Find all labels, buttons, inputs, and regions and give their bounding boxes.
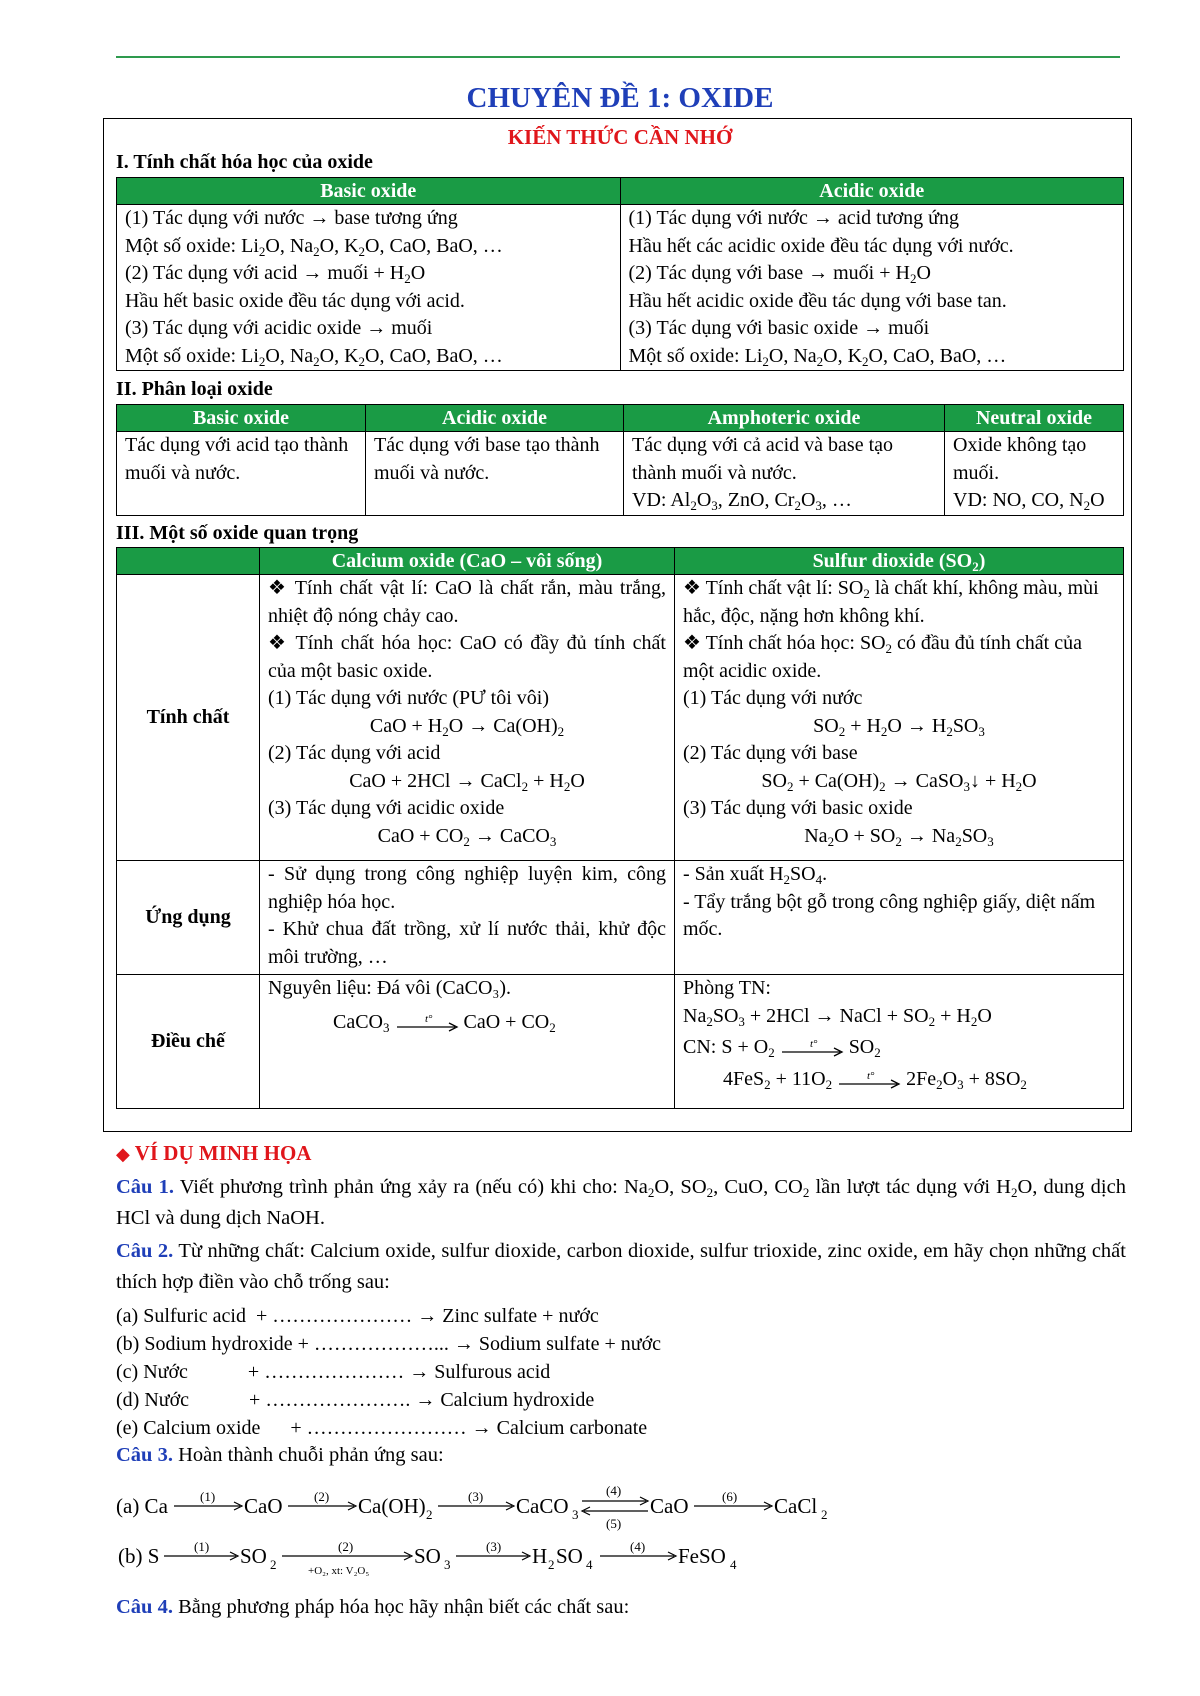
so2-industry-1: CN: $S + O_2$ t° $SO_2$ bbox=[683, 1036, 881, 1060]
svg-text:(a) Ca: (a) Ca bbox=[116, 1494, 168, 1518]
svg-text:SO: SO bbox=[414, 1544, 441, 1568]
svg-text:CaO: CaO bbox=[244, 1494, 283, 1518]
examples-heading bbox=[116, 1141, 311, 1166]
classification-table bbox=[116, 404, 1124, 516]
class-acidic-text: Tác dụng với base tạo thành muối và nước. bbox=[374, 434, 600, 484]
svg-text:(2): (2) bbox=[338, 1539, 354, 1554]
acidic-properties-cell: (1) Tác dụng với nước → acid tương ứng Hầu hết các acidic oxide đều tác dụng với nước. (2) Tác dụng với base → muối + $H_2O$ Hầu hết acidic oxide đều tác dụng với base tan. (3) Tác dụng với basic oxide → muối Một số oxide: $Li_2O$, $Na_2O$, $K_2O$, CaO, BaO, … bbox=[620, 205, 1124, 371]
class-amphoteric-cell: Tác dụng với cả acid và base tạo thành muối và nước. VD: $Al_2O_3$, ZnO, $Cr_2O_3$, … bbox=[624, 432, 945, 516]
class-header-acidic: Acidic oxide bbox=[366, 405, 624, 432]
svg-text:SO: SO bbox=[556, 1544, 583, 1568]
examples-heading-text: VÍ DỤ MINH HỌA bbox=[134, 1141, 312, 1165]
reaction-chain-b bbox=[116, 1530, 876, 1590]
svg-text:(3): (3) bbox=[486, 1539, 502, 1554]
header-basic: Basic oxide bbox=[117, 178, 621, 205]
so2-properties-cell: ❖ Tính chất vật lí: $SO_2$ là chất khí, không màu, mùi hắc, độc, nặng hơn không khí. ❖ Tính chất hóa học: $SO_2$ có đầu đủ tính chất của một acidic oxide. (1) Tác dụng với nước $SO_2 + H_2O \to H_2SO_3$ (2) Tác dụng với base $SO_2 + Ca(OH)_2$ → CaSO$_3$↓ + $H_2O$ (3) Tác dụng với basic oxide $Na_2O + SO_2 \to Na_2SO_3$ bbox=[675, 575, 1124, 861]
class-basic-cell bbox=[117, 432, 366, 516]
header-cao: Calcium oxide (CaO – vôi sống) bbox=[260, 548, 675, 575]
fill-e: (e) Calcium oxide + …………………… → Calcium carbonate bbox=[116, 1417, 648, 1439]
q1-label: Câu 1. bbox=[116, 1176, 174, 1198]
svg-text:(4): (4) bbox=[630, 1539, 646, 1554]
header-acidic: Acidic oxide bbox=[620, 178, 1124, 205]
svg-text:(1): (1) bbox=[194, 1539, 210, 1554]
reaction-chain-a bbox=[116, 1480, 876, 1536]
top-rule bbox=[116, 56, 1120, 58]
svg-text:CaCl: CaCl bbox=[774, 1494, 818, 1518]
row-label-tinhchat: Tính chất bbox=[117, 575, 260, 861]
so2-app-2: - Tẩy trắng bột gỗ trong công nghiệp giấy, diệt nấm mốc. bbox=[683, 890, 1096, 940]
svg-text:(4): (4) bbox=[606, 1483, 622, 1498]
svg-text:2: 2 bbox=[548, 1557, 555, 1572]
svg-text:(b) S: (b) S bbox=[118, 1544, 160, 1568]
fill-a: (a) Sulfuric acid + ………………… → Zinc sulfate + nước bbox=[116, 1305, 599, 1327]
svg-text:(6): (6) bbox=[722, 1489, 738, 1504]
section-2-heading: II. Phân loại oxide bbox=[116, 378, 273, 400]
section-3-heading: III. Một số oxide quan trọng bbox=[116, 522, 359, 544]
svg-text:SO: SO bbox=[240, 1544, 267, 1568]
cao-properties-cell: ❖ Tính chất vật lí: CaO là chất rắn, màu trắng, nhiệt độ nóng chảy cao. ❖ Tính chất hóa học: CaO có đầy đủ tính chất của một basic oxide. (1) Tác dụng với nước (PƯ tôi vôi) CaO + $H_2O \to Ca(OH)_2$ (2) Tác dụng với acid CaO + 2HCl → CaCl$_2$ + $H_2O$ (3) Tác dụng với acidic oxide CaO + $CO_2$ → CaCO$_3$ bbox=[260, 575, 675, 861]
class-basic-text: Tác dụng với acid tạo thành muối và nước. bbox=[125, 434, 349, 484]
row-label-ungdung: Ứng dụng bbox=[117, 861, 260, 975]
diamond-icon: ◆ bbox=[116, 1144, 130, 1164]
fill-c: (c) Nước + ………………… → Sulfurous acid bbox=[116, 1361, 551, 1383]
section-subtitle: KIẾN THỨC CẦN NHỚ bbox=[507, 125, 733, 149]
svg-text:(1): (1) bbox=[200, 1489, 216, 1504]
fill-d: (d) Nước + …………………. → Calcium hydroxide bbox=[116, 1389, 595, 1411]
q2-label: Câu 2. bbox=[116, 1240, 174, 1262]
header-so2: Sulfur dioxide $(SO_2)$ bbox=[675, 548, 1124, 575]
svg-text:2: 2 bbox=[270, 1557, 277, 1572]
basic-properties-cell: (1) Tác dụng với nước → base tương ứng Một số oxide: $Li_2O$, $Na_2O$, $K_2O$, CaO, BaO, … (2) Tác dụng với acid → muối + $H_2O$ Hầu hết basic oxide đều tác dụng với acid. (3) Tác dụng với acidic oxide → muối Một số oxide: $Li_2O$, $Na_2O$, $K_2O$, CaO, BaO, … bbox=[117, 205, 621, 371]
svg-text:CaCO: CaCO bbox=[516, 1494, 569, 1518]
svg-text:(5): (5) bbox=[606, 1516, 622, 1531]
svg-text:+O₂, xt: V₂O₅: +O₂, xt: V₂O₅ bbox=[308, 1565, 370, 1577]
class-header-basic: Basic oxide bbox=[117, 405, 366, 432]
svg-text:H: H bbox=[532, 1544, 548, 1568]
important-oxides-table bbox=[116, 547, 1124, 1109]
svg-text:2: 2 bbox=[426, 1507, 433, 1522]
svg-text:t°: t° bbox=[424, 1012, 432, 1025]
svg-text:Ca(OH): Ca(OH) bbox=[358, 1494, 426, 1518]
row-label-dieuche: Điều chế bbox=[117, 975, 260, 1109]
class-neutral-text: Oxide không tạo muối. bbox=[953, 434, 1087, 484]
svg-text:3: 3 bbox=[444, 1557, 451, 1572]
q4-text: Bằng phương pháp hóa học hãy nhận biết các chất sau: bbox=[178, 1596, 630, 1618]
cao-applications-cell bbox=[260, 861, 675, 975]
svg-text:FeSO: FeSO bbox=[678, 1544, 726, 1568]
so2-industry-2: $4FeS_2 + 11O_2$ t° $2Fe_2O_3 + 8SO_2$ bbox=[723, 1067, 1027, 1092]
question-4 bbox=[116, 1592, 1126, 1623]
heat-arrow-icon bbox=[780, 1038, 844, 1058]
so2-applications-cell: - Sản xuất $H_2SO_4$. - Tẩy trắng bột gỗ trong công nghiệp giấy, diệt nấm mốc. bbox=[675, 861, 1124, 975]
chem-properties-table bbox=[116, 177, 1124, 371]
question-3 bbox=[116, 1440, 1126, 1471]
class-header-neutral: Neutral oxide bbox=[945, 405, 1124, 432]
q3-label: Câu 3. bbox=[116, 1444, 173, 1466]
fill-b: (b) Sodium hydroxide + ………………... → Sodium sulfate + nước bbox=[116, 1333, 662, 1355]
header-empty bbox=[117, 548, 260, 575]
svg-text:4: 4 bbox=[730, 1557, 737, 1572]
page-title: CHUYÊN ĐỀ 1: OXIDE bbox=[466, 82, 774, 114]
cao-app-1: - Sử dụng trong công nghiệp luyện kim, công nghiệp hóa học. bbox=[268, 863, 666, 913]
svg-text:2: 2 bbox=[821, 1507, 828, 1522]
svg-text:(3): (3) bbox=[468, 1489, 484, 1504]
svg-text:t°: t° bbox=[809, 1038, 818, 1051]
q3-text: Hoàn thành chuỗi phản ứng sau: bbox=[178, 1444, 444, 1466]
class-header-amphoteric: Amphoteric oxide bbox=[624, 405, 945, 432]
cao-app-2: - Khử chua đất trồng, xử lí nước thải, khử độc môi trường, … bbox=[268, 918, 666, 968]
question-2 bbox=[116, 1236, 1126, 1298]
class-amphoteric-text: Tác dụng với cả acid và base tạo thành muối và nước. bbox=[632, 434, 894, 484]
so2-lab-label: Phòng TN: bbox=[683, 977, 771, 999]
question-1: Câu 1. Viết phương trình phản ứng xảy ra (nếu có) khi cho: $Na_2O$, $SO_2$, CuO, $CO_2$ lần lượt tác dụng với $H_2O$, dung dịch HCl và dung dịch NaOH. bbox=[116, 1176, 1126, 1229]
q4-label: Câu 4. bbox=[116, 1596, 173, 1618]
cao-prep-equation: CaCO$_3$ t° CaO + $CO_2$ bbox=[333, 1010, 556, 1035]
svg-text:4: 4 bbox=[586, 1557, 593, 1572]
section-1-heading: I. Tính chất hóa học của oxide bbox=[116, 151, 373, 173]
svg-text:CaO: CaO bbox=[650, 1494, 689, 1518]
svg-text:3: 3 bbox=[572, 1507, 579, 1522]
class-acidic-cell bbox=[366, 432, 624, 516]
heat-arrow-icon bbox=[395, 1013, 459, 1033]
q2-text: Từ những chất: Calcium oxide, sulfur dioxide, carbon dioxide, sulfur trioxide, zinc oxide, em hãy chọn những chất thích hợp điền vào chỗ trống sau: bbox=[116, 1240, 1126, 1293]
class-neutral-cell: Oxide không tạo muối. VD: NO, CO, $N_2O$ bbox=[945, 432, 1124, 516]
svg-text:(2): (2) bbox=[314, 1489, 330, 1504]
heat-arrow-icon bbox=[837, 1070, 901, 1090]
svg-text:t°: t° bbox=[867, 1069, 875, 1082]
cao-preparation-cell bbox=[260, 975, 675, 1109]
so2-preparation-cell: Phòng TN: $Na_2SO_3 + 2HCl$ → NaCl + $SO_2 + H_2O$ CN: $S + O_2$ t° $SO_2$ $4FeS_2 + 11O_2$ t° $2Fe_2O_3 + 8SO_2$ bbox=[675, 975, 1124, 1109]
cao-raw-material: Nguyên liệu: Đá vôi (CaCO₃). bbox=[268, 977, 512, 999]
